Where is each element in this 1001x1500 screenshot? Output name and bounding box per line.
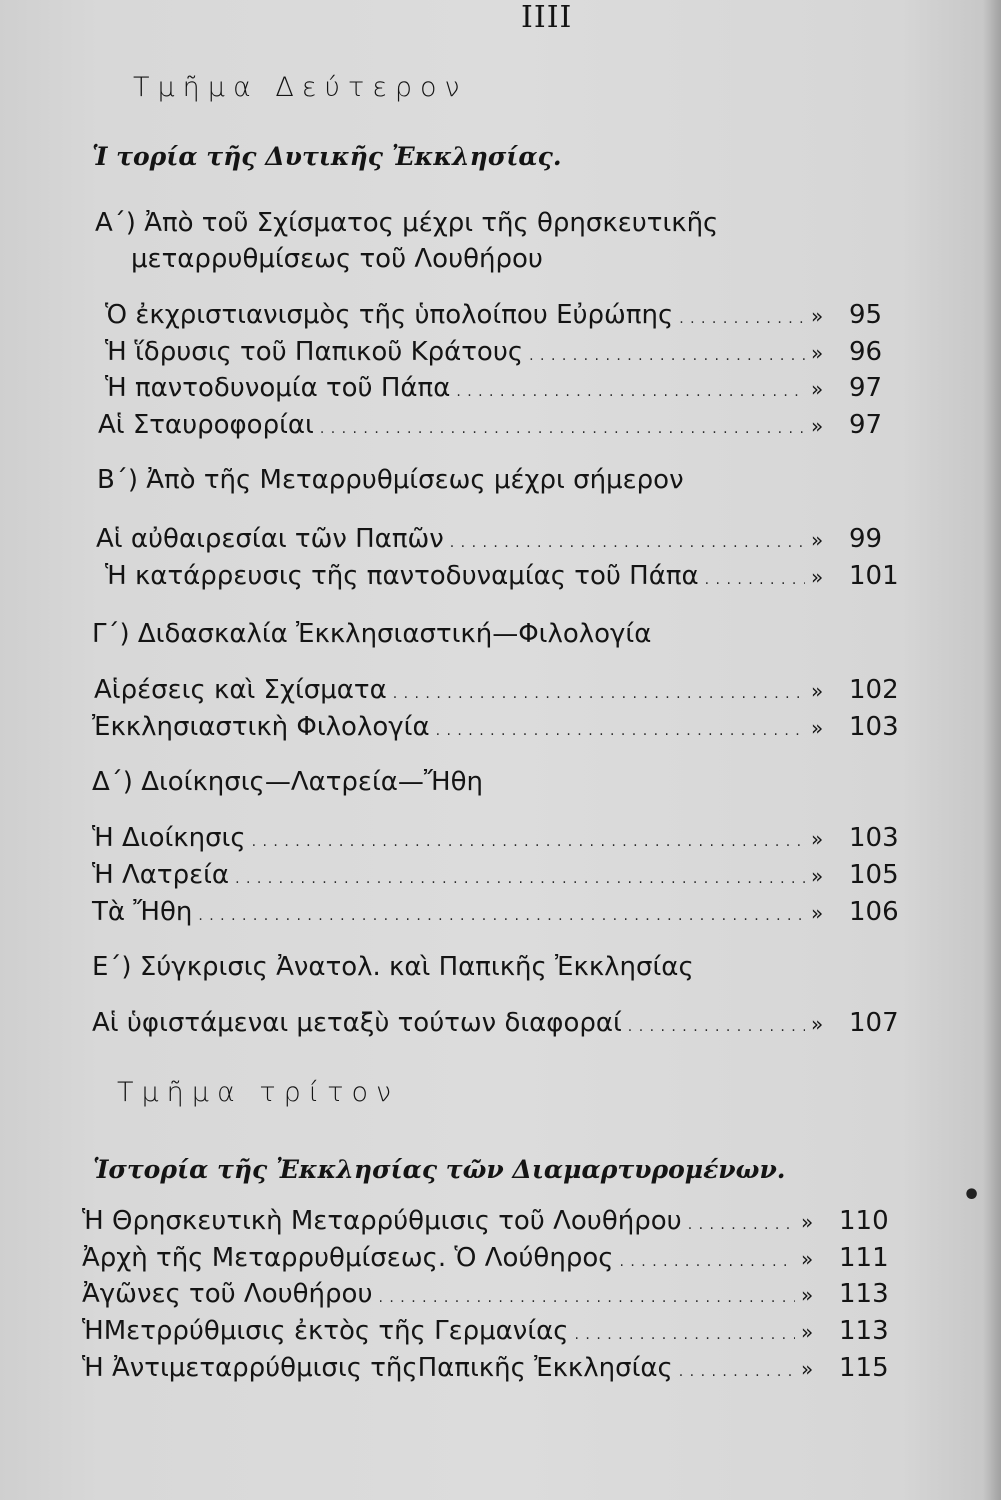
dot-leader	[679, 1353, 795, 1383]
dot-leader	[320, 410, 805, 440]
section-e-heading: Ε΄) Σύγκρισις Ἀνατολ. καὶ Παπικῆς Ἐκκλησίας	[92, 952, 694, 982]
page-marker: »	[811, 414, 824, 438]
page-marker: »	[811, 565, 824, 589]
toc-entry-page: 96	[849, 337, 883, 367]
toc-entry[interactable]	[82, 1353, 895, 1387]
toc-entry-title: Αἱρέσεις καὶ Σχίσματα	[94, 675, 387, 705]
page-marker: »	[811, 827, 824, 851]
dot-leader	[705, 561, 805, 591]
toc-entry-title: Ὁ ἐκχριστιανισμὸς τῆς ὑπολοίπου Εὐρώπης	[105, 300, 674, 330]
dot-leader	[628, 1008, 805, 1038]
toc-entry[interactable]	[98, 410, 905, 444]
section-b-heading: Β΄) Ἀπὸ τῆς Μεταρρυθμίσεως μέχρι σήμερον	[97, 465, 684, 495]
toc-entry-page: 110	[839, 1206, 889, 1236]
section-c-heading: Γ΄) Διδασκαλία Ἐκκλησιαστική—Φιλολογία	[92, 619, 652, 649]
toc-entry-title: Ἡ κατάρρευσις τῆς παντοδυναμίας τοῦ Πάπα	[105, 561, 699, 591]
toc-entry-page: 113	[839, 1279, 889, 1309]
toc-entry-page: 106	[849, 897, 899, 927]
dot-leader	[252, 823, 805, 853]
toc-entry-page: 115	[839, 1353, 889, 1383]
dot-leader	[688, 1206, 795, 1236]
dot-leader	[450, 524, 805, 554]
toc-entry-title: Αἱ αὐθαιρεσίαι τῶν Παπῶν	[96, 524, 444, 554]
toc-entry-page: 111	[839, 1243, 889, 1273]
toc-entry[interactable]	[92, 1008, 905, 1042]
dot-leader	[235, 860, 805, 890]
toc-entry-title: Ἡ Λατρεία	[92, 860, 230, 890]
page-marker: »	[811, 1012, 824, 1036]
page-marker: »	[811, 377, 824, 401]
page-marker: »	[801, 1320, 814, 1344]
toc-entry[interactable]	[82, 1316, 895, 1350]
dot-leader	[393, 675, 805, 705]
page-marker: »	[801, 1247, 814, 1271]
dot-leader	[620, 1243, 796, 1273]
toc-entry-title: Ἐκκλησιαστικὴ Φιλολογία	[92, 712, 430, 742]
toc-entry[interactable]	[82, 1279, 895, 1313]
toc-entry[interactable]	[92, 860, 905, 894]
toc-entry-page: 103	[849, 823, 899, 853]
page-marker: »	[811, 341, 824, 365]
page-marker: »	[801, 1210, 814, 1234]
toc-entry-title: Ἡ παντοδυνομία τοῦ Πάπα	[105, 373, 451, 403]
toc-entry-title: Ἀγῶνες τοῦ Λουθήρου	[82, 1279, 373, 1309]
page-marker: »	[811, 901, 824, 925]
ink-blot-mark: •	[962, 1178, 982, 1213]
toc-entry-title: Ἡ ἵδρυσις τοῦ Παπικοῦ Κράτους	[105, 337, 524, 367]
page-marker: »	[801, 1357, 814, 1381]
toc-entry-page: 107	[849, 1008, 899, 1038]
toc-entry-title: Ἡ Διοίκησις	[92, 823, 246, 853]
toc-entry-page: 113	[839, 1316, 889, 1346]
page-marker: »	[811, 528, 824, 552]
page-edge-shadow	[983, 0, 1001, 1500]
toc-entry-page: 95	[849, 300, 883, 330]
toc-entry[interactable]	[96, 524, 905, 558]
section-a-heading-line2: μεταρρυθμίσεως τοῦ Λουθήρου	[131, 244, 543, 274]
page-marker: »	[811, 304, 824, 328]
toc-entry[interactable]	[105, 561, 905, 595]
toc-entry-page: 97	[849, 373, 883, 403]
dot-leader	[529, 337, 805, 367]
section-a-heading-line1: Α΄) Ἀπὸ τοῦ Σχίσματος μέχρι τῆς θρησκευτικῆς	[95, 208, 719, 238]
toc-entry-page: 102	[849, 675, 899, 705]
part-three-title: Ἱστορία τῆς Ἐκκλησίας τῶν Διαμαρτυρομένων.	[93, 1155, 786, 1184]
dot-leader	[198, 897, 805, 927]
toc-entry-page: 99	[849, 524, 883, 554]
toc-entry-page: 97	[849, 410, 883, 440]
page-marker: »	[811, 864, 824, 888]
toc-entry[interactable]	[92, 823, 905, 857]
toc-entry-page: 105	[849, 860, 899, 890]
page-marker: »	[811, 679, 824, 703]
toc-entry-page: 101	[849, 561, 899, 591]
toc-entry[interactable]	[105, 300, 905, 334]
part-two-heading: Τμῆμα Δεύτερον	[133, 72, 468, 103]
toc-entry[interactable]	[82, 1206, 895, 1240]
toc-entry-title: Ἀρχὴ τῆς Μεταρρυθμίσεως. Ὁ Λούθηρος	[82, 1243, 614, 1273]
toc-entry-title: ἩΜετρρύθμισις ἐκτὸς τῆς Γερμανίας	[82, 1316, 569, 1346]
toc-entry[interactable]	[82, 1243, 895, 1277]
dot-leader	[436, 712, 805, 742]
section-d-heading: Δ΄) Διοίκησις—Λατρεία—Ἤθη	[92, 767, 483, 797]
toc-entry-title: Αἱ ὑφιστάμεναι μεταξὺ τούτων διαφοραί	[92, 1008, 622, 1038]
toc-entry[interactable]	[92, 897, 905, 931]
toc-entry-title: Ἡ Θρησκευτικὴ Μεταρρύθμισις τοῦ Λουθήρου	[82, 1206, 682, 1236]
toc-entry-title: Ἡ Ἀντιμεταρρύθμισις τῆςΠαπικῆς Ἐκκλησίας	[82, 1353, 673, 1383]
dot-leader	[679, 300, 805, 330]
part-three-heading: Τμῆμα τρίτον	[117, 1077, 400, 1108]
toc-entry[interactable]	[94, 675, 905, 709]
toc-entry-page: 103	[849, 712, 899, 742]
page-marker: »	[801, 1283, 814, 1307]
toc-entry-title: Τὰ Ἤθη	[92, 897, 193, 927]
toc-entry-title: Αἱ Σταυροφορίαι	[98, 410, 314, 440]
toc-entry[interactable]	[105, 373, 905, 407]
page-marker: »	[811, 716, 824, 740]
page-number-roman: IIII	[521, 0, 573, 35]
dot-leader	[575, 1316, 795, 1346]
toc-entry[interactable]	[92, 712, 905, 746]
dot-leader	[456, 373, 805, 403]
part-two-title: Ἱ τορία τῆς Δυτικῆς Ἐκκλησίας.	[92, 142, 562, 171]
dot-leader	[379, 1279, 796, 1309]
toc-entry[interactable]	[105, 337, 905, 371]
